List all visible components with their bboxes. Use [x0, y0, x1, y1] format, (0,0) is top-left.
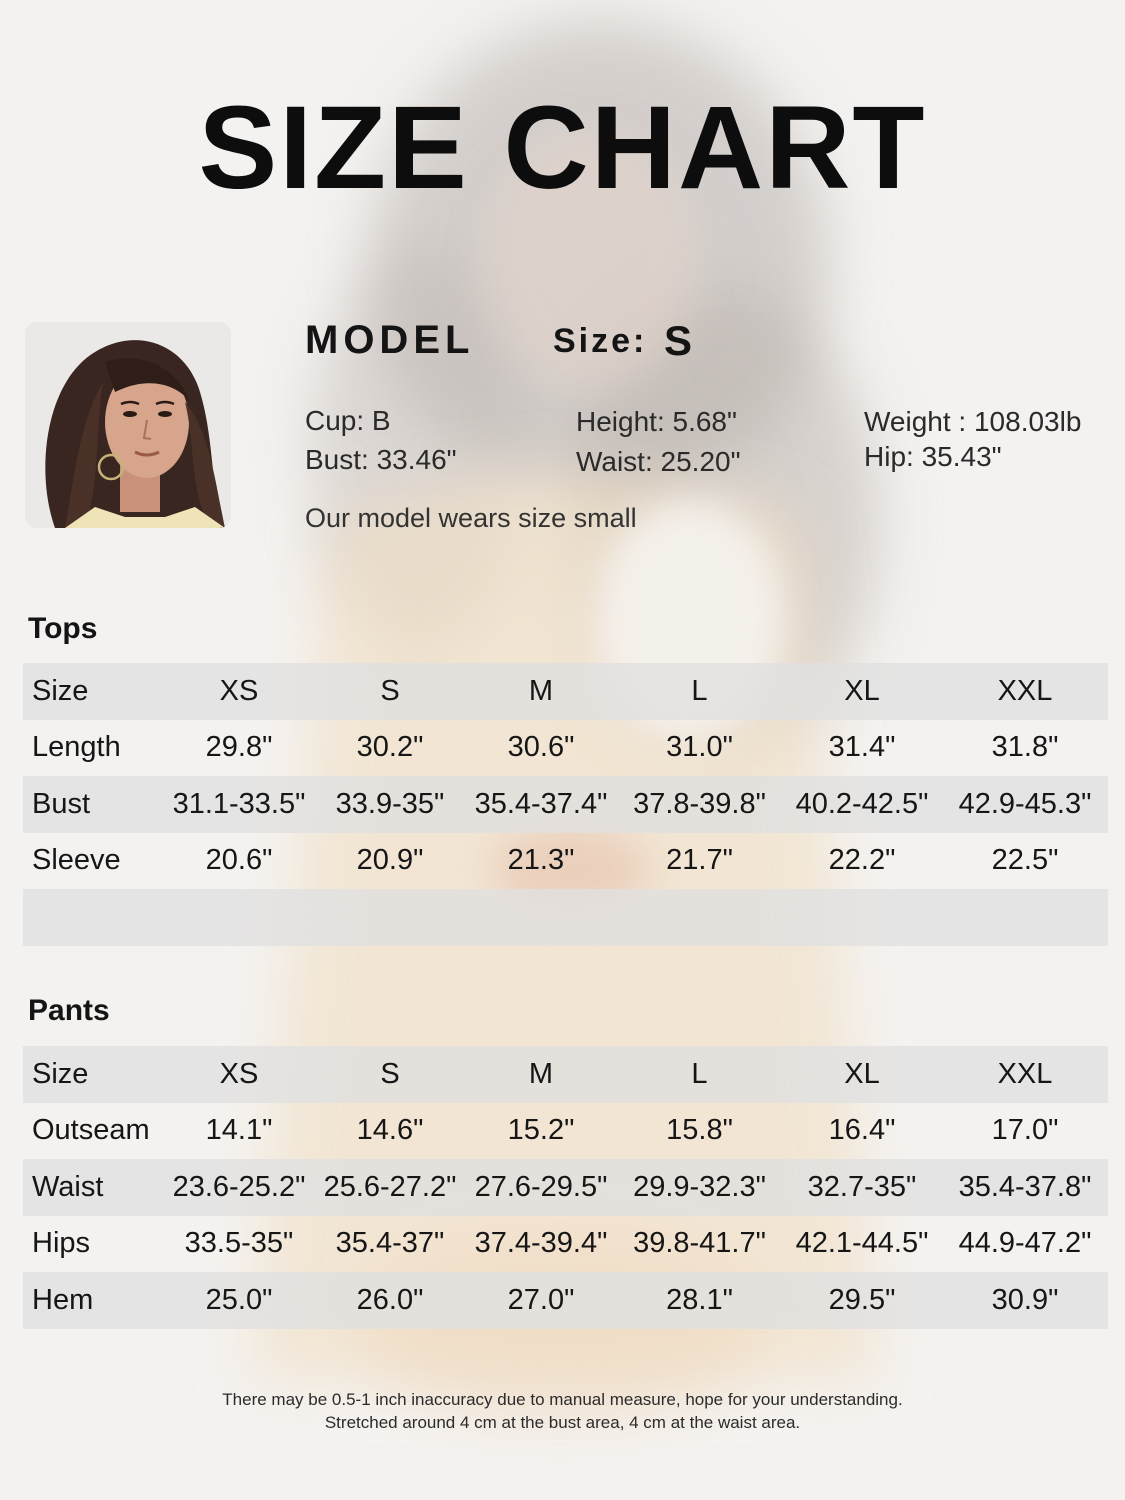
model-note: Our model wears size small: [305, 503, 637, 533]
table-cell: 20.6": [205, 844, 273, 877]
table-cell: 31.1-33.5": [163, 776, 315, 833]
model-height: Height: 5.68": [576, 406, 737, 437]
empty-cell: [942, 889, 1108, 946]
model-size-label: Size:: [553, 322, 648, 360]
model-size-value: S: [664, 317, 693, 364]
row-label: Outseam: [32, 1114, 150, 1147]
table-cell: XL: [782, 663, 942, 720]
table-cell: 14.6": [356, 1114, 424, 1147]
table-row: [23, 776, 1108, 833]
row-label: Hips: [32, 1227, 91, 1260]
table-cell: 22.5": [991, 844, 1059, 877]
model-bust: Bust: 33.46": [305, 444, 457, 475]
table-cell: 29.9-32.3": [617, 1159, 782, 1216]
empty-cell: [163, 889, 315, 946]
table-cell: 15.8": [666, 1114, 733, 1147]
table-cell: 27.6-29.5": [465, 1159, 617, 1216]
pants-table: [23, 1046, 1108, 1329]
table-cell: 26.0": [315, 1272, 465, 1329]
table-cell: XL: [782, 1046, 942, 1103]
table-cell: 42.1-44.5": [795, 1227, 929, 1260]
table-cell: 21.3": [507, 844, 575, 877]
table-row: [23, 1272, 1108, 1329]
table-cell: XS: [163, 1046, 315, 1103]
empty-table-row: [23, 889, 1108, 946]
row-label: Size: [23, 1046, 163, 1103]
row-label: Hem: [23, 1272, 163, 1329]
empty-cell: [465, 889, 617, 946]
table-row: [23, 1046, 1108, 1103]
model-weight: Weight : 108.03lb: [864, 406, 1082, 437]
footnote-line-1: There may be 0.5-1 inch inaccuracy due to manual measure, hope for your understanding.: [222, 1390, 903, 1409]
empty-cell: [617, 889, 782, 946]
empty-cell: [782, 889, 942, 946]
row-label: Length: [32, 731, 121, 764]
table-cell: M: [465, 663, 617, 720]
row-label: Waist: [23, 1159, 163, 1216]
table-cell: 33.5-35": [184, 1227, 294, 1260]
table-cell: 27.0": [465, 1272, 617, 1329]
table-cell: 35.4-37": [335, 1227, 445, 1260]
pants-title: Pants: [28, 994, 110, 1027]
table-cell: 23.6-25.2": [163, 1159, 315, 1216]
table-cell: 25.0": [163, 1272, 315, 1329]
empty-cell: [315, 889, 465, 946]
table-cell: 29.8": [205, 731, 273, 764]
table-cell: 35.4-37.4": [465, 776, 617, 833]
table-cell: 20.9": [356, 844, 424, 877]
tops-table: [23, 663, 1108, 946]
row-label: Bust: [23, 776, 163, 833]
table-cell: 16.4": [828, 1114, 896, 1147]
model-waist: Waist: 25.20": [576, 446, 741, 477]
table-cell: 40.2-42.5": [782, 776, 942, 833]
table-cell: 31.4": [828, 731, 896, 764]
empty-cell: [23, 889, 163, 946]
footnote-line-2: Stretched around 4 cm at the bust area, 4 cm at the waist area.: [324, 1413, 801, 1432]
table-cell: XS: [163, 663, 315, 720]
table-cell: 42.9-45.3": [942, 776, 1108, 833]
table-cell: 31.0": [666, 731, 733, 764]
table-cell: 30.9": [942, 1272, 1108, 1329]
table-cell: 29.5": [782, 1272, 942, 1329]
page-title: SIZE CHART: [198, 82, 927, 214]
model-photo: [25, 322, 231, 528]
table-cell: 15.2": [507, 1114, 575, 1147]
table-cell: 37.4-39.4": [474, 1227, 608, 1260]
row-label: Sleeve: [32, 844, 121, 877]
table-cell: M: [465, 1046, 617, 1103]
model-hip: Hip: 35.43": [864, 441, 1002, 472]
table-row: [23, 1159, 1108, 1216]
table-cell: 35.4-37.8": [942, 1159, 1108, 1216]
model-heading: MODEL: [305, 318, 475, 362]
table-cell: 30.2": [356, 731, 424, 764]
table-cell: XXL: [942, 1046, 1108, 1103]
table-cell: 30.6": [507, 731, 575, 764]
table-cell: 44.9-47.2": [958, 1227, 1092, 1260]
model-cup: Cup: B: [305, 405, 391, 436]
table-cell: 31.8": [991, 731, 1059, 764]
table-row: [23, 1216, 1108, 1273]
table-cell: L: [617, 1046, 782, 1103]
table-row: [23, 1103, 1108, 1160]
table-cell: 28.1": [617, 1272, 782, 1329]
table-row: [23, 663, 1108, 720]
table-cell: 22.2": [828, 844, 896, 877]
table-cell: S: [315, 663, 465, 720]
table-cell: XXL: [942, 663, 1108, 720]
table-cell: 14.1": [205, 1114, 273, 1147]
table-cell: 25.6-27.2": [315, 1159, 465, 1216]
table-cell: 21.7": [666, 844, 733, 877]
row-label: Size: [23, 663, 163, 720]
table-cell: 17.0": [991, 1114, 1059, 1147]
table-cell: L: [617, 663, 782, 720]
table-row: [23, 720, 1108, 777]
tops-title: Tops: [28, 612, 98, 645]
table-cell: 37.8-39.8": [617, 776, 782, 833]
table-cell: 33.9-35": [315, 776, 465, 833]
table-cell: 39.8-41.7": [633, 1227, 766, 1260]
table-row: [23, 833, 1108, 890]
table-cell: S: [315, 1046, 465, 1103]
table-cell: 32.7-35": [782, 1159, 942, 1216]
